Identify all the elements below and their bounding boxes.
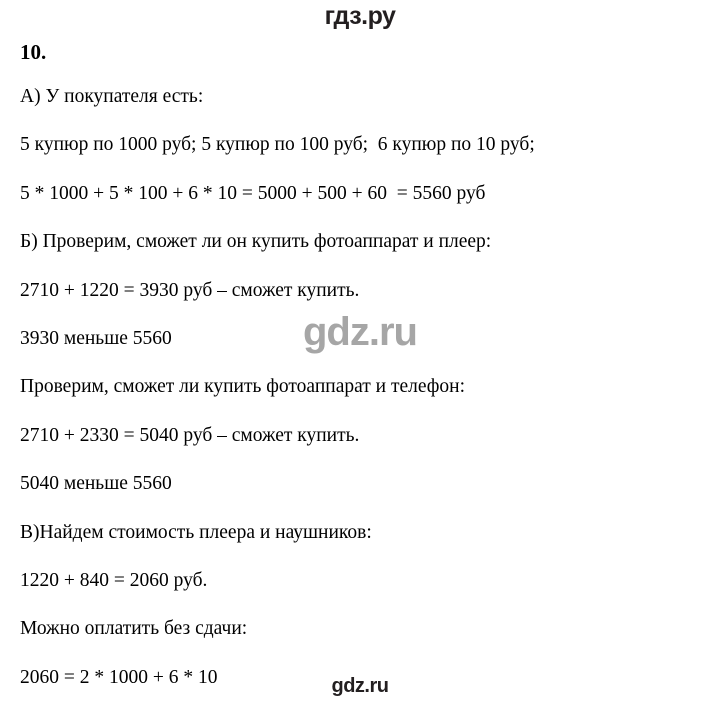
solution-line: 5 * 1000 + 5 * 100 + 6 * 10 = 5000 + 500 + 60 = 5560 руб	[20, 182, 486, 204]
solution-line: 3930 меньше 5560	[20, 327, 172, 349]
solution-line: Можно оплатить без сдачи:	[20, 618, 248, 640]
solution-line: Б) Проверим, сможет ли он купить фотоаппарат и плеер:	[20, 231, 492, 253]
task-number: 10.	[20, 40, 47, 64]
solution-line: 1220 + 840 = 2060 руб.	[20, 569, 208, 591]
solution-line: 2710 + 2330 = 5040 руб – сможет купить.	[20, 424, 360, 446]
solution-line: 5 купюр по 1000 руб; 5 купюр по 100 руб; 6 купюр по 10 руб;	[20, 134, 535, 156]
solution-body	[20, 42, 710, 689]
solution-line: Проверим, сможет ли купить фотоаппарат и телефон:	[20, 376, 465, 398]
solution-line: В)Найдем стоимость плеера и наушников:	[20, 521, 372, 543]
site-logo-bottom: gdz.ru	[331, 675, 389, 697]
solution-line: 2060 = 2 * 1000 + 6 * 10	[20, 666, 218, 688]
watermark: gdz.ru	[303, 310, 417, 354]
solution-line: 5040 меньше 5560	[20, 473, 172, 495]
solution-line: 2710 + 1220 = 3930 руб – сможет купить.	[20, 279, 360, 301]
solution-line: А) У покупателя есть:	[20, 86, 204, 107]
site-logo-top: гдз.ру	[324, 2, 396, 30]
